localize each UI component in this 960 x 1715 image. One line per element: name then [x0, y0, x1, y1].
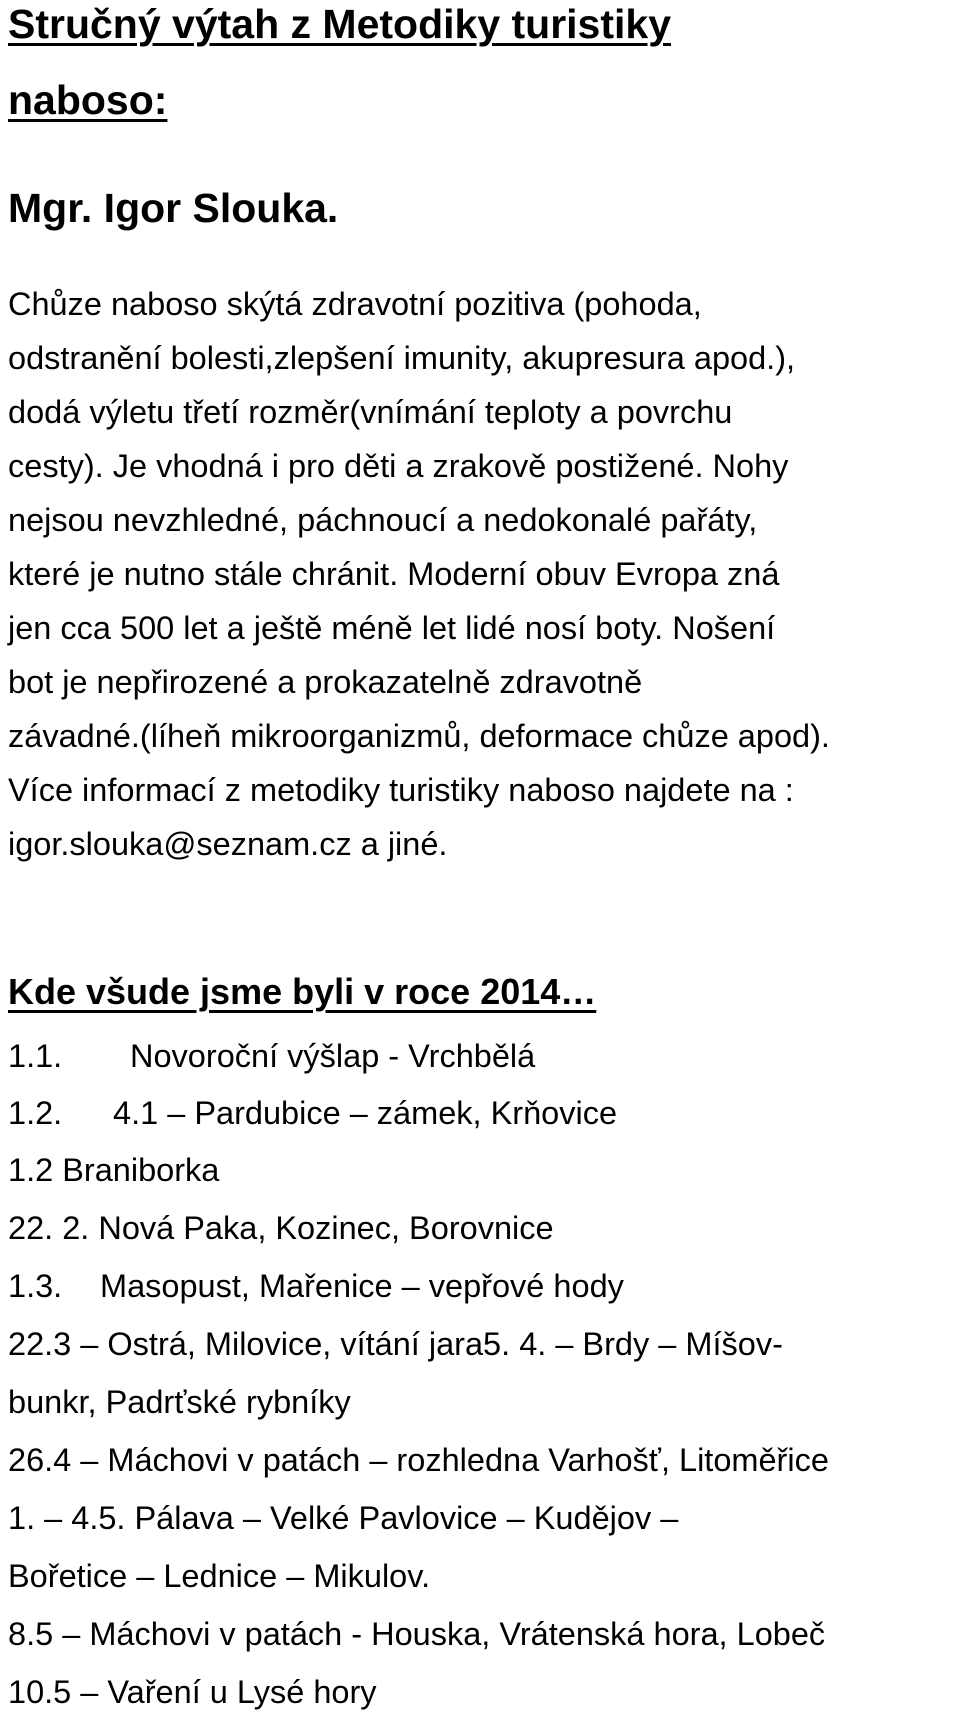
list-item — [8, 1270, 624, 1303]
document-title-line-1: Stručný výtah z Metodiky turistiky — [8, 1, 672, 47]
list-item — [8, 1328, 783, 1361]
trip-text: 4.1 – Pardubice – zámek, Krňovice — [113, 1095, 618, 1131]
trip-text: 1.2 Braniborka — [8, 1152, 220, 1188]
trip-text: Bořetice – Lednice – Mikulov. — [8, 1558, 431, 1594]
intro-line: Více informací z metodiky turistiky naboso najdete na : — [8, 772, 794, 808]
list-item — [8, 1444, 829, 1477]
intro-line: závadné.(líheň mikroorganizmů, deformace chůze apod). — [8, 718, 830, 754]
list-item — [8, 1154, 219, 1187]
trip-text: 1. – 4.5. Pálava – Velké Pavlovice – Kudějov – — [8, 1500, 679, 1536]
intro-line: nejsou nevzhledné, páchnoucí a nedokonalé pařáty, — [8, 502, 758, 538]
intro-line: odstranění bolesti,zlepšení imunity, akupresura apod.), — [8, 340, 796, 376]
intro-line: které je nutno stále chránit. Moderní obuv Evropa zná — [8, 556, 780, 592]
intro-line: igor.slouka@seznam.cz a jiné. — [8, 826, 448, 862]
trip-number: 1.2. — [8, 1095, 63, 1131]
list-item — [8, 1676, 377, 1709]
document-title-line-2: naboso: — [8, 77, 168, 123]
list-item — [8, 1097, 617, 1130]
list-item — [8, 1040, 535, 1073]
trip-text: 22.3 – Ostrá, Milovice, vítání jara5. 4. – Brdy – Míšov- — [8, 1326, 783, 1362]
trip-text: bunkr, Padrťské rybníky — [8, 1384, 351, 1420]
trip-text: Masopust, Mařenice – vepřové hody — [100, 1268, 624, 1304]
trip-number: 1.3. — [8, 1268, 63, 1304]
trip-text: 8.5 – Máchovi v patách - Houska, Vrátenská hora, Lobeč — [8, 1616, 826, 1652]
author-name: Mgr. Igor Slouka. — [8, 185, 339, 231]
intro-line: jen cca 500 let a ještě méně let lidé nosí boty. Nošení — [8, 610, 776, 646]
intro-line: cesty). Je vhodná i pro děti a zrakově postižené. Nohy — [8, 448, 789, 484]
list-item — [8, 1386, 351, 1419]
trip-text: 10.5 – Vaření u Lysé hory — [8, 1674, 377, 1710]
intro-line: bot je nepřirozené a prokazatelně zdravotně — [8, 664, 643, 700]
intro-line: Chůze naboso skýtá zdravotní pozitiva (pohoda, — [8, 286, 702, 322]
list-item — [8, 1502, 678, 1535]
trip-text: 26.4 – Máchovi v patách – rozhledna Varhošť, Litoměřice — [8, 1442, 829, 1478]
intro-line: dodá výletu třetí rozměr(vnímání teploty a povrchu — [8, 394, 733, 430]
list-item — [8, 1212, 554, 1245]
section-heading-trips-2014: Kde všude jsme byli v roce 2014… — [8, 971, 597, 1012]
list-item — [8, 1618, 825, 1651]
trip-text: 22. 2. Nová Paka, Kozinec, Borovnice — [8, 1210, 554, 1246]
trip-text: Novoroční výšlap - Vrchbělá — [130, 1038, 536, 1074]
trip-number: 1.1. — [8, 1038, 63, 1074]
list-item — [8, 1560, 430, 1593]
